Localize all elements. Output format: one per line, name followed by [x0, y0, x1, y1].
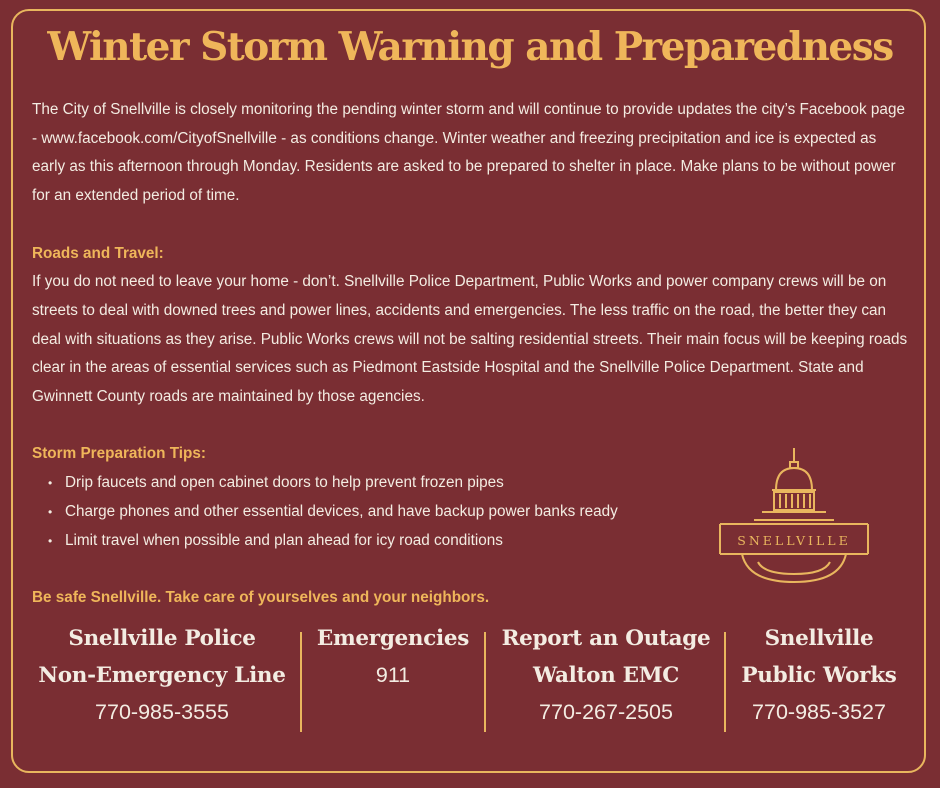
contact-title: Snellville [764, 626, 874, 651]
logo-text: SNELLVILLE [737, 533, 851, 548]
contact-police [22, 620, 302, 731]
divider [484, 632, 486, 732]
divider [724, 632, 726, 732]
tip-text: Drip faucets and open cabinet doors to help prevent frozen pipes [65, 474, 504, 492]
contact-title: Emergencies [316, 626, 470, 651]
tips-heading: Storm Preparation Tips: [32, 445, 206, 463]
roads-heading: Roads and Travel: [32, 244, 164, 262]
contact-phone[interactable]: 770-267-2505 [539, 700, 673, 724]
contact-public-works [728, 620, 910, 731]
contact-phone[interactable]: 911 [375, 663, 411, 687]
page-title: Winter Storm Warning and Preparedness [47, 24, 893, 70]
bullet-icon: • [48, 533, 53, 548]
tip-text: Limit travel when possible and plan ahead for icy road conditions [65, 531, 503, 549]
roads-paragraph: If you do not need to leave your home - don’t. Snellville Police Department, Public Works and power company crews will be on streets to deal with downed trees and power lines, accidents and emergencies. The less traffic on the road, the better they can deal with situations as they arise. Public Works crews will not be salting residential streets. Their main focus will be keeping roads clear in the areas of essential services such as Piedmont Eastside Hospital and the Snellville Police Department. State and Gwinnett County roads are maintained by those agencies. [32, 273, 908, 406]
bullet-icon: • [48, 504, 53, 519]
city-hall-dome-logo-icon [718, 446, 870, 586]
contact-subtitle: Non-Emergency Line [38, 663, 286, 688]
contact-phone[interactable]: 770-985-3527 [752, 700, 886, 724]
contact-subtitle: Walton EMC [532, 663, 680, 688]
contact-phone[interactable]: 770-985-3555 [95, 700, 229, 724]
closing-message: Be safe Snellville. Take care of yourselves and your neighbors. [32, 588, 490, 606]
contact-title: Snellville Police [68, 626, 256, 651]
contact-subtitle: Public Works [741, 663, 897, 688]
divider [300, 632, 302, 732]
contact-emergencies [304, 620, 482, 694]
spacer [32, 412, 912, 441]
contact-title: Report an Outage [501, 626, 711, 651]
spacer [32, 211, 912, 240]
contact-outage [488, 620, 724, 731]
intro-paragraph: The City of Snellville is closely monitoring the pending winter storm and will continue to provide updates the city’s Facebook page - www.facebook.com/CityofSnellville - as conditions change. Winter weather and freezing precipitation and ice is expected as early as this afternoon through Monday. Residents are asked to be prepared to shelter in place. Make plans to be without power for an extended period of time. [32, 101, 905, 205]
tip-text: Charge phones and other essential devices, and have backup power banks ready [65, 502, 618, 520]
bullet-icon: • [48, 476, 53, 491]
